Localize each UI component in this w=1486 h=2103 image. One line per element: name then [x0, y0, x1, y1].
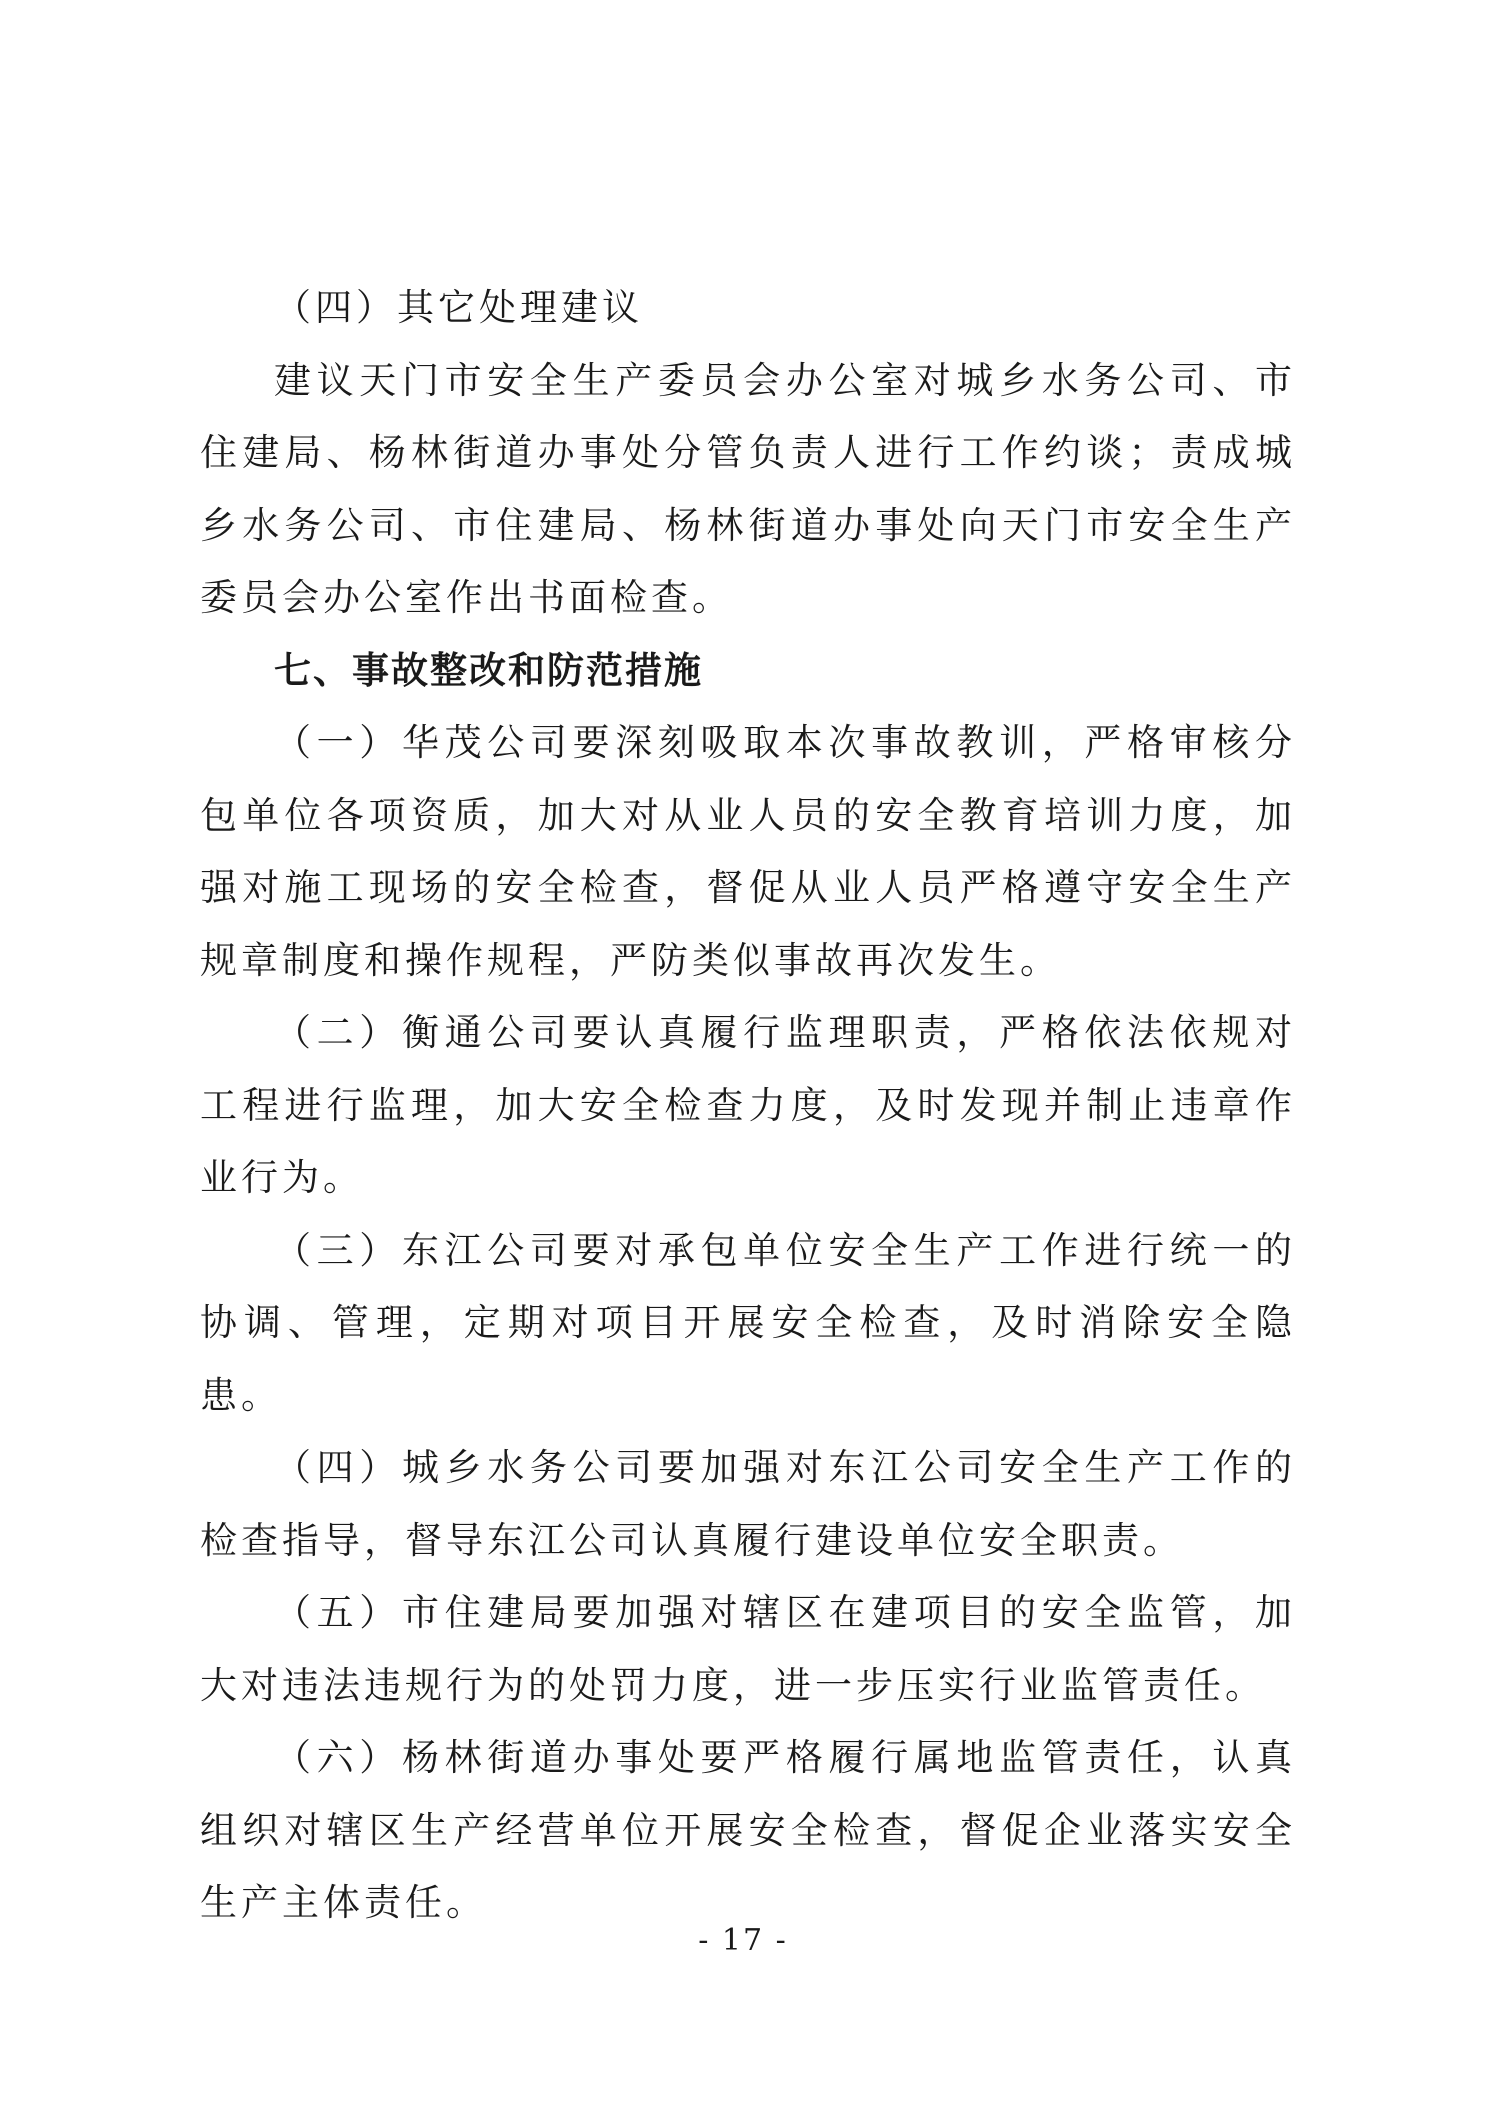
- paragraph-suggestion-details: 建议天门市安全生产委员会办公室对城乡水务公司、市住建局、杨林街道办事处分管负责人进行工作约谈；责成城乡水务公司、市住建局、杨林街道办事处向天门市安全生产委员会办公室作出书面检查。: [200, 358, 1296, 619]
- section-heading-rectification: 七、事故整改和防范措施: [274, 648, 703, 692]
- paragraph-measure-3: （三）东江公司要对承包单位安全生产工作进行统一的协调、管理，定期对项目开展安全检查，及时消除安全隐患。: [200, 1228, 1296, 1417]
- paragraph-measure-5: （五）市住建局要加强对辖区在建项目的安全监管，加大对违法违规行为的处罚力度，进一步压实行业监管责任。: [200, 1591, 1296, 1707]
- document-body: [200, 272, 1296, 1940]
- paragraph-measure-2: （二）衡通公司要认真履行监理职责，严格依法依规对工程进行监理，加大安全检查力度，及时发现并制止违章作业行为。: [200, 1011, 1296, 1199]
- paragraph-measure-1: （一）华茂公司要深刻吸取本次事故教训，严格审核分包单位各项资质，加大对从业人员的安全教育培训力度，加强对施工现场的安全检查，督促从业人员严格遵守安全生产规章制度和操作规程，严防类似事故再次发生。: [200, 721, 1296, 982]
- paragraph-measure-6: （六）杨林街道办事处要严格履行属地监管责任，认真组织对辖区生产经营单位开展安全检查，督促企业落实安全生产主体责任。: [200, 1736, 1296, 1924]
- page-number: - 17 -: [698, 1923, 788, 1958]
- section-subheading-other-suggestions: （四）其它处理建议: [274, 286, 643, 329]
- paragraph-measure-4: （四）城乡水务公司要加强对东江公司安全生产工作的检查指导，督导东江公司认真履行建设单位安全职责。: [200, 1446, 1296, 1562]
